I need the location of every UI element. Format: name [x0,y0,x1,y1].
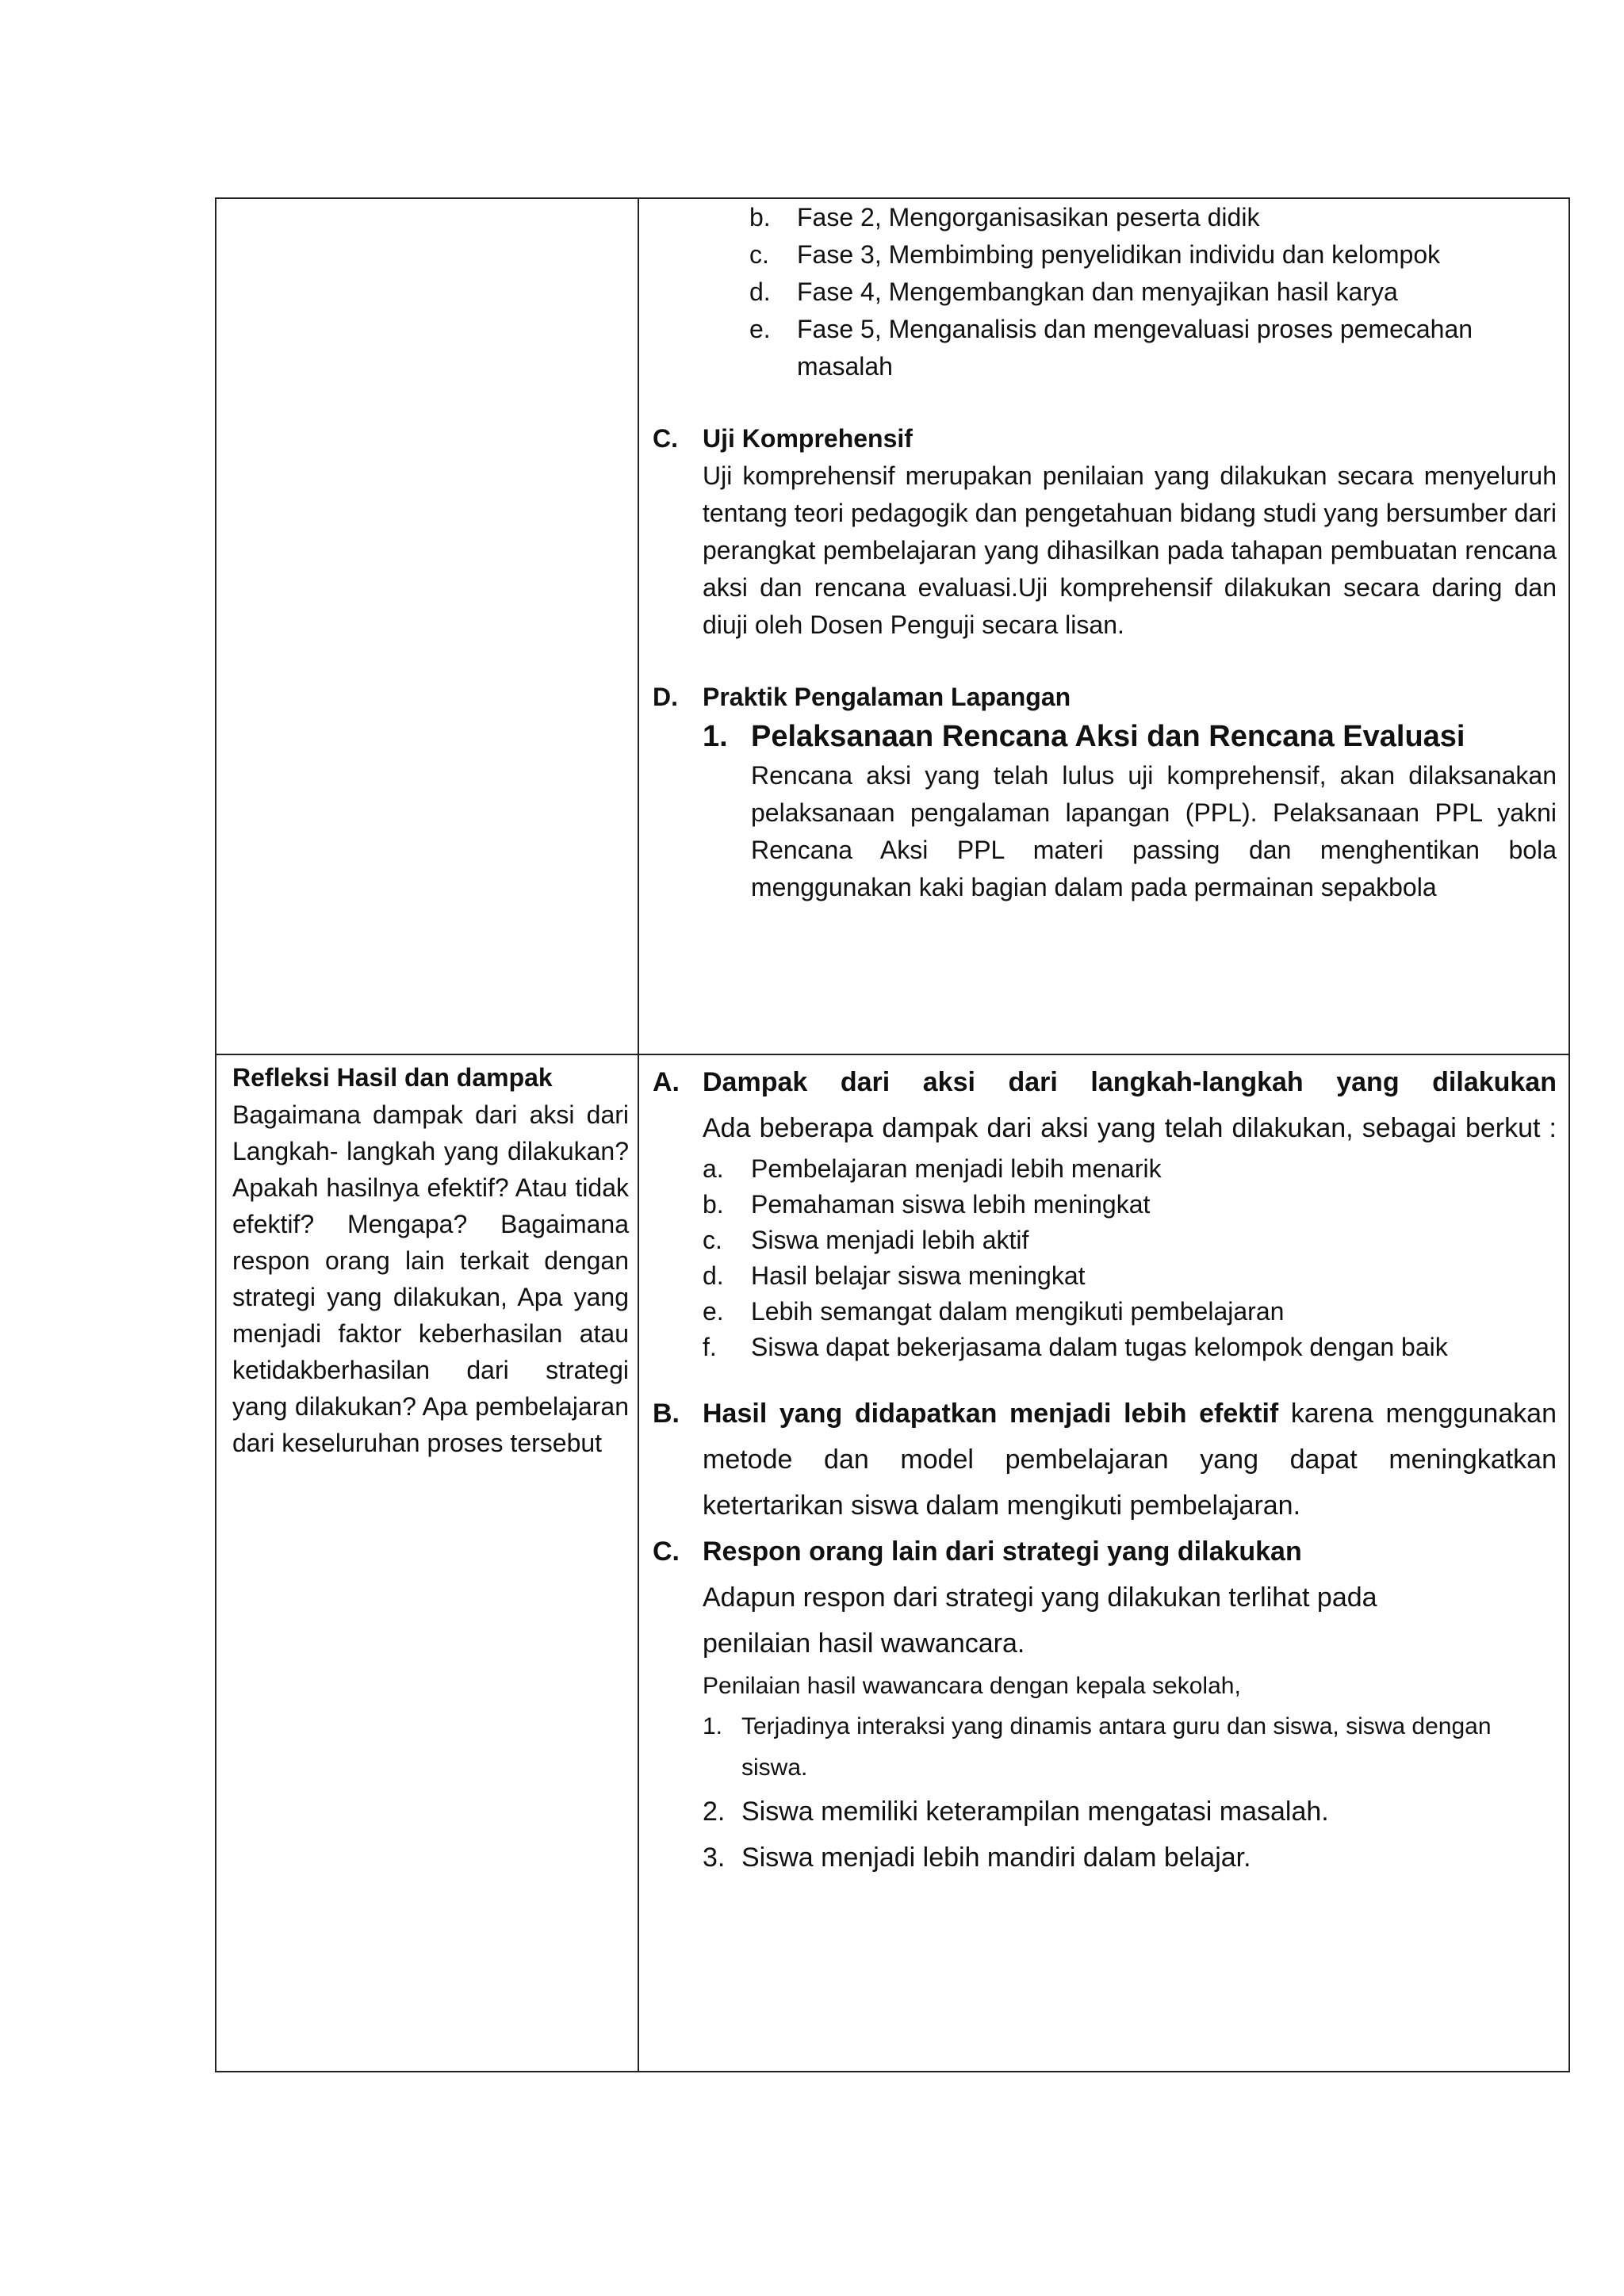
section-title: Respon orang lain dari strategi yang dilakukan [703,1536,1302,1567]
top-right-cell [653,199,1557,906]
list-marker: b. [703,1190,724,1219]
section-marker: B. [653,1399,680,1429]
bottom-left-cell [232,1059,629,1461]
list-marker: b. [749,203,771,232]
bottom-right-cell [653,1059,1557,1881]
respon-list [703,1706,1557,1881]
list-item [703,1330,1557,1365]
list-item [703,1835,1557,1881]
section-title: Praktik Pengalaman Lapangan [703,683,1071,711]
section-c-uji [653,420,1557,644]
section-title: Dampak dari aksi dari langkah-langkah yang dilakukan [703,1067,1557,1097]
list-marker: d. [703,1261,724,1290]
reflection-questions: Bagaimana dampak dari aksi dari Langkah- langkah yang dilakukan? Apakah hasilnya efektif? Atau tidak efektif? Mengapa? Bagaimana respon orang lain terkait dengan strategi yang dilakukan, Apa yang menjadi faktor keberhasilan atau ketidakberhasilan dari strategi yang dilakukan? Apa pembelajaran dari keseluruhan proses tersebut [232,1100,629,1457]
list-item [749,236,1557,274]
list-item [703,1294,1557,1330]
list-marker: 1. [703,1713,723,1739]
list-text: Terjadinya interaksi yang dinamis antara guru dan siswa, siswa dengan siswa. [741,1713,1492,1781]
section-subheading: Penilaian hasil wawancara dengan kepala sekolah, [703,1673,1241,1699]
section-marker: A. [653,1067,680,1097]
list-text: Siswa menjadi lebih aktif [751,1226,1029,1254]
list-text: Fase 4, Mengembangkan dan menyajikan hasil karya [797,277,1398,306]
list-item [703,1187,1557,1223]
list-text: Pembelajaran menjadi lebih menarik [751,1154,1162,1183]
list-text: Fase 3, Membimbing penyelidikan individu dan kelompok [797,240,1441,269]
list-text: Hasil belajar siswa meningkat [751,1261,1086,1290]
column-divider [638,199,639,2071]
list-marker: f. [703,1333,717,1361]
list-text: Pemahaman siswa lebih meningkat [751,1190,1151,1219]
list-item [703,1258,1557,1294]
section-c-respon [653,1529,1557,1881]
list-text: Siswa menjadi lebih mandiri dalam belajar. [741,1843,1251,1873]
list-marker: e. [749,315,771,343]
section-body: karena menggunakan metode dan model pembelajaran yang dapat meningkatkan ketertarikan siswa dalam mengikuti pembelajaran. [703,1399,1557,1521]
section-body: Uji komprehensif merupakan penilaian yang dilakukan secara menyeluruh tentang teori pedagogik dan pengetahuan bidang studi yang bersumber dari perangkat pembelajaran yang dihasilkan pada tahapan pembuatan rencana aksi dan rencana evaluasi.Uji komprehensif dilakukan secara daring dan diuji oleh Dosen Penguji secara lisan. [703,461,1557,639]
sub-marker: 1. [703,720,728,753]
list-text: Lebih semangat dalam mengikuti pembelajaran [751,1297,1285,1326]
list-marker: c. [749,240,769,269]
list-marker: 3. [703,1843,726,1873]
section-intro: Ada beberapa dampak dari aksi yang telah dilakukan, sebagai berkut : [703,1113,1557,1143]
list-marker: e. [703,1297,724,1326]
section-title: Hasil yang didapatkan menjadi lebih efektif [703,1399,1279,1429]
sub-heading [703,716,1557,757]
section-marker: C. [653,1536,680,1567]
section-a-dampak [653,1059,1557,1365]
list-marker: 2. [703,1797,726,1827]
section-title: Uji Komprehensif [703,424,913,453]
section-b-hasil [653,1391,1557,1529]
list-marker: d. [749,277,771,306]
list-text: Fase 5, Menganalisis dan mengevaluasi proses pemecahan masalah [797,315,1473,381]
section-marker: D. [653,683,678,711]
list-item [749,199,1557,236]
list-item [703,1706,1557,1789]
reflection-title: Refleksi Hasil dan dampak [232,1063,553,1092]
section-d-ppl [653,679,1557,906]
sub-body: Rencana aksi yang telah lulus uji komprehensif, akan dilaksanakan pelaksanaan pengalaman lapangan (PPL). Pelaksanaan PPL yakni Rencana Aksi PPL materi passing dan menghentikan bola menggunakan kaki bagian dalam pada permainan sepakbola [751,761,1557,901]
sub-title: Pelaksanaan Rencana Aksi dan Rencana Evaluasi [751,720,1465,753]
list-text: Siswa memiliki keterampilan mengatasi masalah. [741,1797,1329,1827]
list-marker: a. [703,1154,724,1183]
list-text: Siswa dapat bekerjasama dalam tugas kelompok dengan baik [751,1333,1448,1361]
dampak-list [703,1151,1557,1365]
list-item [749,311,1557,385]
list-item [749,274,1557,311]
section-marker: C. [653,424,678,453]
list-text: Fase 2, Mengorganisasikan peserta didik [797,203,1260,232]
reflection-table [215,197,1570,2072]
list-marker: c. [703,1226,722,1254]
fase-list [653,199,1557,385]
list-item [703,1789,1557,1835]
row-divider [216,1054,1568,1055]
list-item [703,1151,1557,1187]
section-intro: Adapun respon dari strategi yang dilakukan terlihat pada penilaian hasil wawancara. [703,1582,1377,1659]
list-item [703,1223,1557,1258]
